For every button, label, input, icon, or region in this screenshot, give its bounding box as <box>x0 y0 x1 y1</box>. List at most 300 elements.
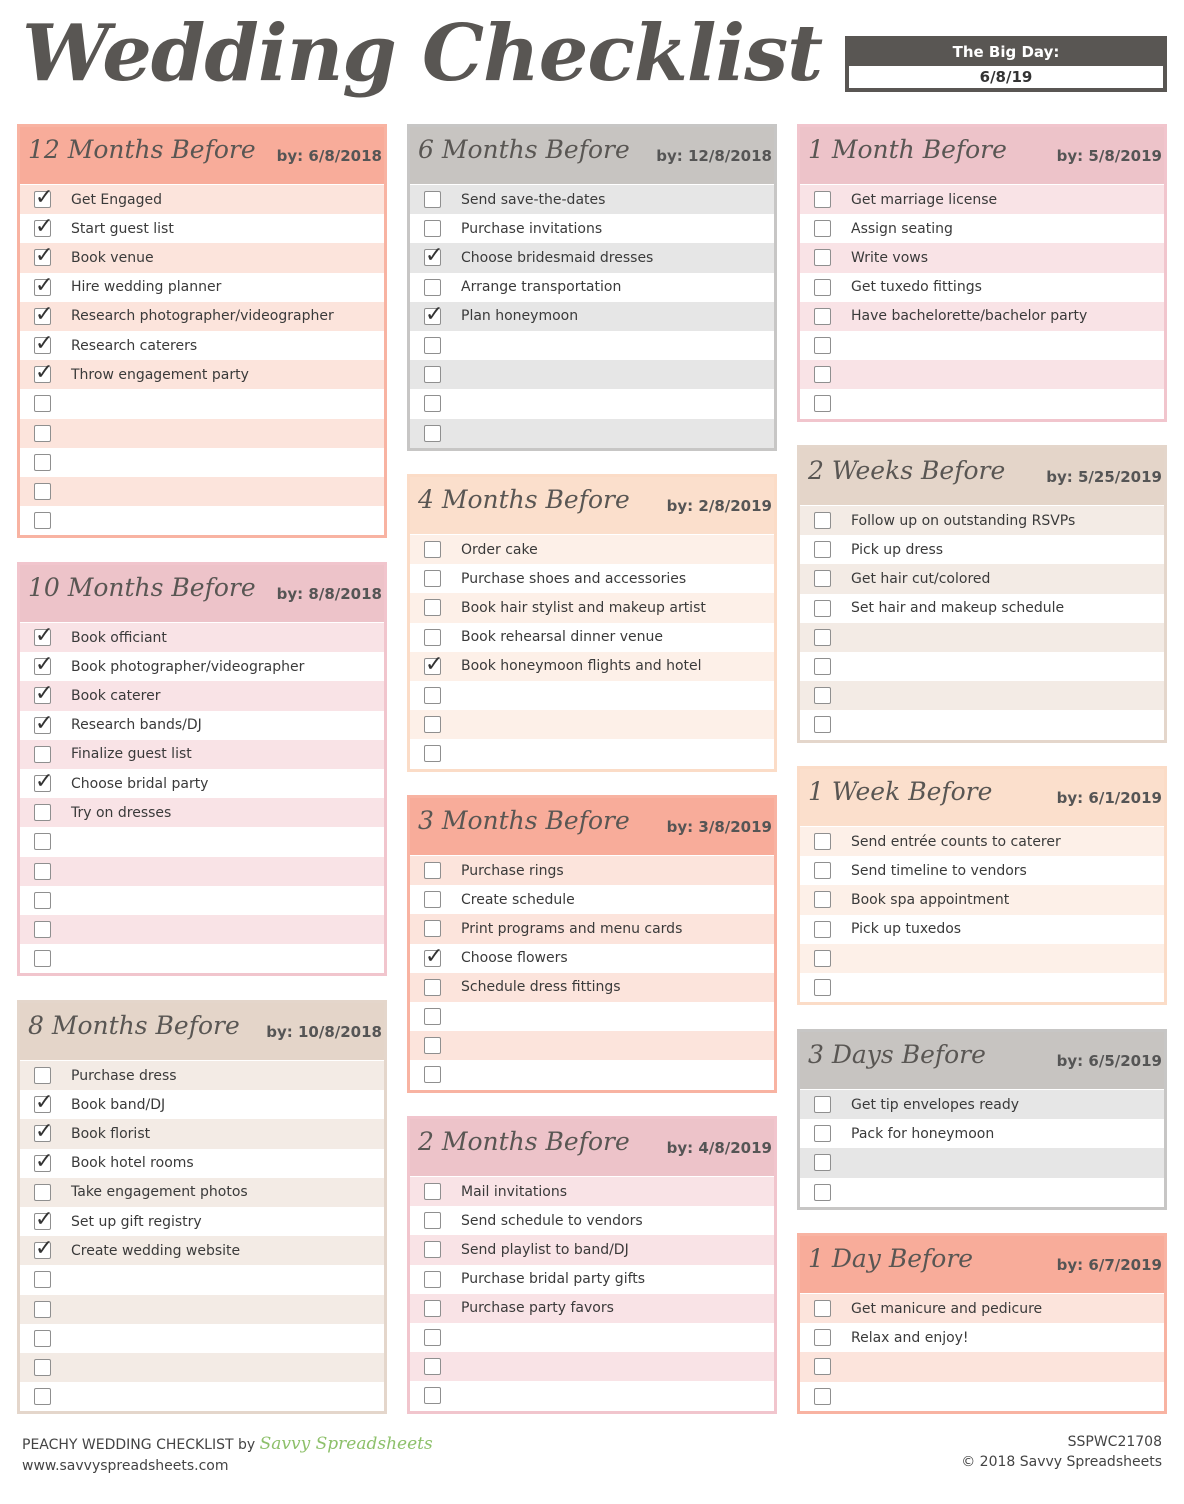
checkbox[interactable] <box>34 454 51 471</box>
checklist <box>410 855 774 1090</box>
section-10-months <box>17 562 387 976</box>
section-title: 8 Months Before <box>28 1011 240 1040</box>
checkbox[interactable] <box>424 1037 441 1054</box>
checklist <box>410 534 774 769</box>
checklist-row <box>800 1294 1164 1323</box>
checklist-row <box>410 389 774 418</box>
checkbox[interactable] <box>814 541 831 558</box>
checkbox[interactable] <box>814 862 831 879</box>
checkbox[interactable] <box>424 687 441 704</box>
checkbox[interactable] <box>424 979 441 996</box>
checklist-row <box>800 1178 1164 1207</box>
checkbox[interactable] <box>424 862 441 879</box>
section-title: 4 Months Before <box>418 485 630 514</box>
checklist <box>800 1293 1164 1411</box>
checkbox-checked[interactable] <box>34 1096 51 1113</box>
checklist-row <box>410 214 774 243</box>
checkbox-checked[interactable] <box>34 191 51 208</box>
section-due-date: by: 6/1/2019 <box>1056 789 1162 807</box>
checklist-row <box>410 331 774 360</box>
task-label[interactable]: Get Engaged <box>71 191 162 208</box>
checklist-row <box>20 1178 384 1207</box>
task-label[interactable]: Print programs and menu cards <box>461 920 683 937</box>
checkbox[interactable] <box>34 1388 51 1405</box>
task-label[interactable]: Try on dresses <box>71 804 172 821</box>
checkbox-checked[interactable] <box>34 717 51 734</box>
checklist-row <box>20 243 384 272</box>
task-label[interactable]: Research caterers <box>71 337 198 354</box>
task-label[interactable]: Create wedding website <box>71 1242 241 1259</box>
checkbox[interactable] <box>34 395 51 412</box>
task-label[interactable]: Book venue <box>71 249 154 266</box>
checkbox[interactable] <box>34 1301 51 1318</box>
checkbox-checked[interactable] <box>34 1242 51 1259</box>
checklist-row <box>410 1323 774 1352</box>
page-title: Wedding Checklist <box>22 8 823 99</box>
checkbox[interactable] <box>814 1154 831 1171</box>
checkbox-checked[interactable] <box>34 308 51 325</box>
task-label[interactable]: Choose bridal party <box>71 775 209 792</box>
task-label[interactable]: Start guest list <box>71 220 174 237</box>
checkbox[interactable] <box>814 1300 831 1317</box>
task-label[interactable]: Send timeline to vendors <box>851 862 1027 879</box>
checklist-row <box>410 302 774 331</box>
checklist-row <box>20 185 384 214</box>
checkbox[interactable] <box>814 979 831 996</box>
section-header <box>800 448 1164 505</box>
section-title: 6 Months Before <box>418 135 630 164</box>
task-label[interactable]: Purchase invitations <box>461 220 603 237</box>
checkbox[interactable] <box>34 1184 51 1201</box>
checkbox[interactable] <box>814 395 831 412</box>
checklist-row <box>20 944 384 973</box>
checklist-row <box>20 331 384 360</box>
checklist-row <box>20 1295 384 1324</box>
section-title: 1 Day Before <box>808 1244 974 1273</box>
checkbox[interactable] <box>424 1241 441 1258</box>
checkbox-checked[interactable] <box>34 1125 51 1142</box>
checklist-row <box>20 360 384 389</box>
checkbox[interactable] <box>814 279 831 296</box>
checkbox-checked[interactable] <box>34 249 51 266</box>
checkbox-checked[interactable] <box>424 249 441 266</box>
checklist-row <box>410 623 774 652</box>
big-day-box <box>845 36 1167 92</box>
checklist-row <box>800 1119 1164 1148</box>
task-label[interactable]: Arrange transportation <box>461 279 622 296</box>
section-header <box>20 565 384 622</box>
checklist-row <box>410 944 774 973</box>
checklist-row <box>800 273 1164 302</box>
checklist-row <box>20 273 384 302</box>
section-2-weeks <box>797 445 1167 743</box>
section-due-date: by: 3/8/2019 <box>666 818 772 836</box>
checkbox[interactable] <box>424 279 441 296</box>
checkbox-checked[interactable] <box>34 1155 51 1172</box>
checklist-row <box>20 886 384 915</box>
checklist-row <box>410 973 774 1002</box>
checklist <box>20 184 384 535</box>
task-label[interactable]: Purchase dress <box>71 1067 177 1084</box>
section-title: 3 Days Before <box>808 1040 986 1069</box>
task-label[interactable]: Have bachelorette/bachelor party <box>851 308 1088 325</box>
task-label[interactable]: Get hair cut/colored <box>851 570 991 587</box>
checkbox[interactable] <box>34 921 51 938</box>
checklist-row <box>800 827 1164 856</box>
section-12-months <box>17 124 387 538</box>
section-title: 10 Months Before <box>28 573 256 602</box>
section-header <box>800 1236 1164 1293</box>
checklist-row <box>20 1353 384 1382</box>
section-due-date: by: 10/8/2018 <box>266 1023 382 1041</box>
checkbox-checked[interactable] <box>34 775 51 792</box>
checkbox[interactable] <box>34 892 51 909</box>
checklist-row <box>20 652 384 681</box>
section-8-months <box>17 1000 387 1414</box>
checkbox[interactable] <box>424 716 441 733</box>
checkbox-checked[interactable] <box>424 658 441 675</box>
checklist-row <box>410 593 774 622</box>
checkbox[interactable] <box>424 570 441 587</box>
checkbox[interactable] <box>814 950 831 967</box>
task-label[interactable]: Create schedule <box>461 891 575 908</box>
checklist-row <box>800 564 1164 593</box>
task-label[interactable]: Choose flowers <box>461 950 568 967</box>
checkbox[interactable] <box>814 1388 831 1405</box>
checklist-row <box>800 1323 1164 1352</box>
checklist-row <box>800 710 1164 739</box>
checklist-row <box>800 856 1164 885</box>
footer-right <box>961 1434 1162 1474</box>
task-label[interactable]: Assign seating <box>851 220 953 237</box>
checklist-row <box>20 1149 384 1178</box>
checkbox-checked[interactable] <box>34 337 51 354</box>
checkbox[interactable] <box>34 1067 51 1084</box>
checklist-row <box>800 1352 1164 1381</box>
checklist-row <box>800 214 1164 243</box>
big-day-label: The Big Day: <box>952 43 1060 61</box>
section-due-date: by: 5/25/2019 <box>1046 468 1162 486</box>
task-label[interactable]: Plan honeymoon <box>461 308 579 325</box>
section-3-days <box>797 1029 1167 1210</box>
footer-code: SSPWC21708 <box>1067 1434 1162 1450</box>
checklist-row <box>410 1060 774 1089</box>
checklist-row <box>410 1265 774 1294</box>
section-title: 2 Weeks Before <box>808 456 1006 485</box>
task-label[interactable]: Write vows <box>851 249 929 266</box>
checklist-row <box>410 1352 774 1381</box>
task-label[interactable]: Take engagement photos <box>71 1184 248 1201</box>
checklist-row <box>410 1206 774 1235</box>
checkbox[interactable] <box>34 833 51 850</box>
task-label[interactable]: Book rehearsal dinner venue <box>461 629 663 646</box>
task-label[interactable]: Research bands/DJ <box>71 717 202 734</box>
checklist-row <box>410 914 774 943</box>
checklist-row <box>800 331 1164 360</box>
checklist-row <box>800 1090 1164 1119</box>
checklist-row <box>800 302 1164 331</box>
checkbox[interactable] <box>424 629 441 646</box>
checkbox[interactable] <box>424 395 441 412</box>
checkbox[interactable] <box>814 220 831 237</box>
checklist-row <box>20 302 384 331</box>
checkbox[interactable] <box>424 220 441 237</box>
section-title: 2 Months Before <box>418 1127 630 1156</box>
checklist-row <box>410 535 774 564</box>
checklist-row <box>20 506 384 535</box>
task-label[interactable]: Research photographer/videographer <box>71 308 334 325</box>
big-day-value[interactable]: 6/8/19 <box>849 66 1163 88</box>
checklist-row <box>20 448 384 477</box>
section-due-date: by: 2/8/2019 <box>666 497 772 515</box>
checkbox[interactable] <box>814 921 831 938</box>
checkbox[interactable] <box>34 804 51 821</box>
checklist-row <box>20 827 384 856</box>
section-header <box>20 1003 384 1060</box>
task-label[interactable]: Throw engagement party <box>71 366 249 383</box>
section-title: 1 Week Before <box>808 777 993 806</box>
checkbox[interactable] <box>424 920 441 937</box>
checkbox[interactable] <box>814 512 831 529</box>
checkbox[interactable] <box>424 1329 441 1346</box>
checklist <box>20 622 384 973</box>
checkbox[interactable] <box>424 1212 441 1229</box>
section-header <box>20 127 384 184</box>
task-label[interactable]: Schedule dress fittings <box>461 979 621 996</box>
task-label[interactable]: Book florist <box>71 1125 151 1142</box>
checklist-row <box>20 214 384 243</box>
checklist-row <box>800 243 1164 272</box>
checklist-row <box>20 681 384 710</box>
task-label[interactable]: Set hair and makeup schedule <box>851 600 1065 617</box>
checklist-row <box>410 360 774 389</box>
checkbox[interactable] <box>34 950 51 967</box>
checklist-row <box>20 389 384 418</box>
checkbox[interactable] <box>424 541 441 558</box>
checklist-row <box>410 1031 774 1060</box>
checkbox-checked[interactable] <box>34 366 51 383</box>
checkbox[interactable] <box>814 658 831 675</box>
task-label[interactable]: Get tip envelopes ready <box>851 1096 1020 1113</box>
checkbox[interactable] <box>34 512 51 529</box>
checkbox[interactable] <box>34 746 51 763</box>
checkbox[interactable] <box>424 191 441 208</box>
checkbox[interactable] <box>424 891 441 908</box>
task-label[interactable]: Book hotel rooms <box>71 1155 194 1172</box>
task-label[interactable]: Purchase shoes and accessories <box>461 570 687 587</box>
section-due-date: by: 5/8/2019 <box>1056 147 1162 165</box>
checkbox[interactable] <box>814 629 831 646</box>
task-label[interactable]: Mail invitations <box>461 1183 568 1200</box>
checklist-row <box>410 185 774 214</box>
task-label[interactable]: Hire wedding planner <box>71 279 222 296</box>
checkbox[interactable] <box>814 600 831 617</box>
checkbox[interactable] <box>424 337 441 354</box>
checklist-row <box>800 973 1164 1002</box>
task-label[interactable]: Relax and enjoy! <box>851 1329 969 1346</box>
checkbox[interactable] <box>424 1008 441 1025</box>
checklist-row <box>410 710 774 739</box>
checklist-row <box>800 185 1164 214</box>
checklist-row <box>800 389 1164 418</box>
checkbox[interactable] <box>814 249 831 266</box>
task-label[interactable]: Finalize guest list <box>71 746 192 763</box>
checkbox[interactable] <box>34 425 51 442</box>
checkbox[interactable] <box>814 716 831 733</box>
checklist-row <box>20 1265 384 1294</box>
task-label[interactable]: Pick up dress <box>851 541 944 558</box>
checkbox[interactable] <box>814 1329 831 1346</box>
checkbox[interactable] <box>814 191 831 208</box>
task-label[interactable]: Send schedule to vendors <box>461 1212 643 1229</box>
checkbox[interactable] <box>814 1125 831 1142</box>
checkbox[interactable] <box>814 1096 831 1113</box>
checkbox[interactable] <box>424 1066 441 1083</box>
checklist-row <box>410 1235 774 1264</box>
section-6-months <box>407 124 777 451</box>
checkbox-checked[interactable] <box>34 279 51 296</box>
checklist-row <box>20 1236 384 1265</box>
checklist <box>410 184 774 448</box>
checklist <box>800 1089 1164 1207</box>
task-label[interactable]: Book band/DJ <box>71 1096 166 1113</box>
checklist-row <box>20 798 384 827</box>
checklist-row <box>20 740 384 769</box>
checklist-row <box>800 360 1164 389</box>
checkbox[interactable] <box>814 833 831 850</box>
checklist-row <box>800 1382 1164 1411</box>
checkbox-checked[interactable] <box>34 687 51 704</box>
section-header <box>410 1119 774 1176</box>
checkbox[interactable] <box>424 425 441 442</box>
task-label[interactable]: Pack for honeymoon <box>851 1125 995 1142</box>
checklist-row <box>410 1294 774 1323</box>
task-label[interactable]: Get tuxedo fittings <box>851 279 982 296</box>
task-label[interactable]: Get manicure and pedicure <box>851 1300 1043 1317</box>
checkbox-checked[interactable] <box>34 658 51 675</box>
task-label[interactable]: Book hair stylist and makeup artist <box>461 599 706 616</box>
section-title: 1 Month Before <box>808 135 1007 164</box>
checklist-row <box>410 885 774 914</box>
checkbox[interactable] <box>814 570 831 587</box>
checkbox-checked[interactable] <box>34 1213 51 1230</box>
task-label[interactable]: Send entrée counts to caterer <box>851 833 1061 850</box>
task-label[interactable]: Purchase party favors <box>461 1300 614 1317</box>
task-label[interactable]: Follow up on outstanding RSVPs <box>851 512 1076 529</box>
task-label[interactable]: Choose bridesmaid dresses <box>461 249 654 266</box>
task-label[interactable]: Get marriage license <box>851 191 998 208</box>
section-header <box>410 798 774 855</box>
checklist-row <box>800 944 1164 973</box>
checklist-row <box>20 1324 384 1353</box>
section-1-day <box>797 1233 1167 1414</box>
checklist-row <box>410 273 774 302</box>
checklist-row <box>20 769 384 798</box>
task-label[interactable]: Book officiant <box>71 629 167 646</box>
checklist-row <box>20 1061 384 1090</box>
checklist-row <box>410 243 774 272</box>
task-label[interactable]: Set up gift registry <box>71 1213 202 1230</box>
checkbox[interactable] <box>424 1271 441 1288</box>
section-due-date: by: 12/8/2018 <box>656 147 772 165</box>
section-3-months <box>407 795 777 1093</box>
task-label[interactable]: Purchase rings <box>461 862 564 879</box>
task-label[interactable]: Book honeymoon flights and hotel <box>461 658 702 675</box>
checkbox[interactable] <box>34 1330 51 1347</box>
checkbox[interactable] <box>814 308 831 325</box>
section-title: 3 Months Before <box>418 806 630 835</box>
checkbox[interactable] <box>424 366 441 383</box>
checklist-row <box>800 623 1164 652</box>
checklist-row <box>410 564 774 593</box>
checkbox[interactable] <box>814 1184 831 1201</box>
checkbox[interactable] <box>814 891 831 908</box>
checklist-row <box>410 652 774 681</box>
checkbox[interactable] <box>814 687 831 704</box>
section-header <box>410 477 774 534</box>
checkbox[interactable] <box>34 483 51 500</box>
checkbox[interactable] <box>814 1358 831 1375</box>
task-label[interactable]: Book photographer/videographer <box>71 658 305 675</box>
checklist-row <box>410 419 774 448</box>
section-due-date: by: 8/8/2018 <box>276 585 382 603</box>
footer-copyright: © 2018 Savvy Spreadsheets <box>961 1454 1162 1470</box>
task-label[interactable]: Order cake <box>461 541 538 558</box>
footer-url[interactable]: www.savvyspreadsheets.com <box>22 1458 229 1474</box>
section-2-months <box>407 1116 777 1414</box>
section-1-month <box>797 124 1167 422</box>
checklist-row <box>20 1119 384 1148</box>
checkbox[interactable] <box>424 599 441 616</box>
task-label[interactable]: Purchase bridal party gifts <box>461 1271 646 1288</box>
checklist-row <box>20 857 384 886</box>
checkbox-checked[interactable] <box>424 308 441 325</box>
checklist-row <box>800 535 1164 564</box>
checklist-row <box>20 623 384 652</box>
section-due-date: by: 6/5/2019 <box>1056 1052 1162 1070</box>
checkbox[interactable] <box>34 1359 51 1376</box>
checkbox-checked[interactable] <box>424 950 441 967</box>
checklist-row <box>800 915 1164 944</box>
task-label[interactable]: Book caterer <box>71 687 161 704</box>
checkbox[interactable] <box>424 745 441 762</box>
checklist-row <box>410 1381 774 1410</box>
checklist <box>800 184 1164 419</box>
checklist-row <box>20 711 384 740</box>
footer-product: PEACHY WEDDING CHECKLIST by <box>22 1437 256 1453</box>
checkbox-checked[interactable] <box>34 629 51 646</box>
checkbox[interactable] <box>814 366 831 383</box>
checklist-row <box>20 1090 384 1119</box>
checkbox[interactable] <box>34 863 51 880</box>
footer-left <box>22 1434 433 1474</box>
checkbox[interactable] <box>424 1358 441 1375</box>
checklist-row <box>20 419 384 448</box>
checkbox[interactable] <box>814 337 831 354</box>
checkbox-checked[interactable] <box>34 220 51 237</box>
checklist-row <box>410 1177 774 1206</box>
task-label[interactable]: Send playlist to band/DJ <box>461 1241 629 1258</box>
task-label[interactable]: Pick up tuxedos <box>851 921 962 938</box>
task-label[interactable]: Send save-the-dates <box>461 191 606 208</box>
checkbox[interactable] <box>424 1183 441 1200</box>
checklist-row <box>410 681 774 710</box>
checkbox[interactable] <box>34 1271 51 1288</box>
checkbox[interactable] <box>424 1300 441 1317</box>
checklist-row <box>800 594 1164 623</box>
checkbox[interactable] <box>424 1387 441 1404</box>
task-label[interactable]: Book spa appointment <box>851 891 1010 908</box>
